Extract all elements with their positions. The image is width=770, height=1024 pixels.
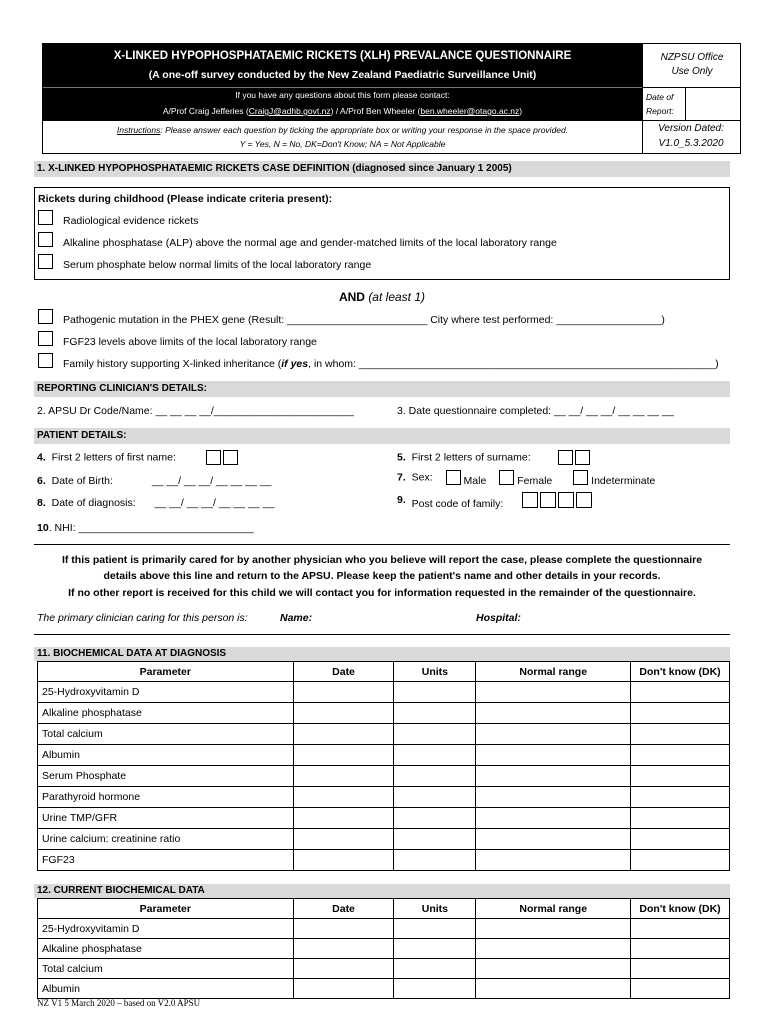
units-cell[interactable] [394, 850, 476, 871]
extra-criterion-family[interactable] [38, 353, 719, 371]
biochemical-diagnosis-table [37, 661, 730, 871]
col-normal-range: Normal range [476, 899, 631, 919]
q3-date-completed[interactable]: 3. Date questionnaire completed: __ __/ __ __/ __ __ __ __ [397, 405, 674, 417]
col-units: Units [394, 899, 476, 919]
notice-separator-2 [34, 634, 730, 635]
q8-number: 8. [37, 497, 46, 509]
col-parameter: Parameter [38, 899, 294, 919]
table-11-title: 11. BIOCHEMICAL DATA AT DIAGNOSIS [34, 647, 730, 661]
q5-label: First 2 letters of surname: [411, 451, 531, 464]
notice-line-3: If no other report is received for this child we will contact you for information requested in the remainder of the questionnaire. [68, 587, 696, 599]
units-cell[interactable] [394, 919, 476, 939]
range-cell[interactable] [476, 979, 631, 999]
dk-cell[interactable] [631, 939, 730, 959]
row-parameter: 25-Hydroxyvitamin D [38, 919, 294, 939]
contact-prefix: A/Prof Craig Jefferies ( [162, 106, 249, 116]
version-label: Version Dated: [658, 123, 724, 134]
notice-line-2: details above this line and return to the APSU. Please keep the patient's name and other details in your records. [103, 570, 661, 582]
col-normal-range: Normal range [476, 662, 631, 682]
dk-cell[interactable] [631, 787, 730, 808]
primary-clinician-label: The primary clinician caring for this person is: [37, 612, 248, 624]
row-parameter: Urine calcium: creatinine ratio [38, 829, 294, 850]
row-parameter: Albumin [38, 979, 294, 999]
contact-mid: ) / A/Prof Ben Wheeler ( [330, 106, 421, 116]
dk-cell[interactable] [631, 682, 730, 703]
q8-diagnosis-date[interactable] [37, 497, 274, 509]
q5-number: 5. [397, 451, 406, 464]
contact-line: If you have any questions about this form please contact: [235, 90, 450, 100]
dk-cell[interactable] [631, 979, 730, 999]
and-label: AND [338, 290, 365, 304]
checkbox[interactable] [38, 232, 53, 247]
q7-sex [397, 470, 656, 488]
q4-label: First 2 letters of first name: [51, 451, 176, 464]
criterion-phosphate[interactable] [38, 254, 372, 272]
table-row [38, 766, 730, 787]
date-cell[interactable] [293, 939, 394, 959]
q8-label: Date of diagnosis: [51, 497, 136, 509]
biochemical-current-table [37, 898, 730, 999]
date-of-report-field[interactable] [685, 87, 686, 120]
units-cell[interactable] [394, 979, 476, 999]
table-header-row [38, 662, 730, 682]
date-cell[interactable] [293, 682, 394, 703]
instructions-text: : Please answer each question by ticking the appropriate box or writing your response in the space provided. [160, 125, 569, 135]
row-parameter: Alkaline phosphatase [38, 939, 294, 959]
dk-cell[interactable] [631, 703, 730, 724]
instructions-label: Instructions [116, 125, 161, 135]
dk-cell[interactable] [631, 959, 730, 979]
range-cell[interactable] [476, 850, 631, 871]
contact-email-2[interactable]: ben.wheeler@otago.ac.nz [420, 106, 520, 116]
q6-label: Date of Birth: [51, 475, 113, 487]
checkbox[interactable] [38, 353, 53, 368]
range-cell[interactable] [476, 724, 631, 745]
range-cell[interactable] [476, 787, 631, 808]
table-row [38, 919, 730, 939]
table-row [38, 808, 730, 829]
extra-label: Pathogenic mutation in the PHEX gene (Result: ________________________ City where test performed: __________________) [63, 314, 665, 327]
q4-number: 4. [37, 451, 46, 464]
sex-male-label: Male [463, 475, 487, 488]
dk-cell[interactable] [631, 724, 730, 745]
checkbox[interactable] [38, 331, 53, 346]
instructions [43, 125, 642, 135]
extra-label [63, 358, 719, 370]
row-parameter: Albumin [38, 745, 294, 766]
date-cell[interactable] [293, 919, 394, 939]
patient-title: PATIENT DETAILS: [34, 428, 730, 444]
col-dont-know: Don't know (DK) [631, 899, 730, 919]
q6-blank: __ __/ __ __/ __ __ __ __ [151, 475, 272, 487]
extra3-post: , in whom: _____________________________________________________________) [308, 358, 719, 371]
row-parameter: Total calcium [38, 959, 294, 979]
sex-male-checkbox[interactable] [446, 470, 461, 485]
date-cell[interactable] [293, 724, 394, 745]
row-parameter: Serum Phosphate [38, 766, 294, 787]
range-cell[interactable] [476, 959, 631, 979]
contact-suffix: ) [519, 106, 523, 116]
row-parameter: Alkaline phosphatase [38, 703, 294, 724]
table-row [38, 682, 730, 703]
date-cell[interactable] [293, 703, 394, 724]
table-row [38, 979, 730, 999]
q9-number: 9. [397, 493, 406, 506]
range-cell[interactable] [476, 703, 631, 724]
page-footer: NZ V1 5 March 2020 – based on V2.0 APSU [37, 998, 201, 1008]
extra-criterion-fgf23[interactable] [38, 331, 317, 349]
sex-female-checkbox[interactable] [499, 470, 514, 485]
date-cell[interactable] [293, 959, 394, 979]
table-12-title: 12. CURRENT BIOCHEMICAL DATA [34, 884, 730, 898]
reporting-title: REPORTING CLINICIAN'S DETAILS: [34, 381, 730, 397]
range-cell[interactable] [476, 919, 631, 939]
row-parameter: Parathyroid hormone [38, 787, 294, 808]
units-cell[interactable] [394, 787, 476, 808]
q10-number: 10 [37, 522, 49, 534]
dk-cell[interactable] [631, 766, 730, 787]
q7-number: 7. [397, 471, 406, 484]
range-cell[interactable] [476, 939, 631, 959]
primary-clinician-hospital[interactable]: Hospital: [476, 612, 521, 624]
extra-label: FGF23 levels above limits of the local laboratory range [63, 336, 317, 349]
col-dont-know: Don't know (DK) [631, 662, 730, 682]
page-title: X-LINKED HYPOPHOSPHATAEMIC RICKETS (XLH) PREVALANCE QUESTIONNAIRE [113, 50, 572, 62]
office-use-label: NZPSU Office Use Only [660, 52, 724, 77]
letter-box[interactable] [206, 450, 221, 465]
units-cell[interactable] [394, 808, 476, 829]
range-cell[interactable] [476, 808, 631, 829]
notice-line-1: If this patient is primarily cared for by another physician who you believe will report the case, please complete the questionnaire [61, 554, 703, 566]
office-line-2 [642, 120, 740, 121]
sex-female-label: Female [517, 475, 553, 488]
date-of-report-label: Date of Report: [646, 92, 674, 116]
date-cell[interactable] [293, 787, 394, 808]
row-parameter: Urine TMP/GFR [38, 808, 294, 829]
answer-legend: Y = Yes, N = No, DK=Don't Know; NA = Not Applicable [239, 139, 446, 149]
q6-dob[interactable] [37, 475, 272, 487]
office-divider [642, 44, 643, 153]
col-parameter: Parameter [38, 662, 294, 682]
dk-cell[interactable] [631, 919, 730, 939]
letter-box[interactable] [575, 450, 590, 465]
table-row [38, 939, 730, 959]
range-cell[interactable] [476, 682, 631, 703]
units-cell[interactable] [394, 682, 476, 703]
units-cell[interactable] [394, 724, 476, 745]
contact-email-1[interactable]: CraigJ@adhb.govt.nz [248, 106, 331, 116]
checkbox[interactable] [38, 210, 53, 225]
primary-clinician-name[interactable]: Name: [280, 612, 313, 624]
units-cell[interactable] [394, 766, 476, 787]
date-cell[interactable] [293, 745, 394, 766]
dk-cell[interactable] [631, 745, 730, 766]
row-parameter: Total calcium [38, 724, 294, 745]
extra-criterion-phex[interactable] [38, 309, 665, 327]
range-cell[interactable] [476, 766, 631, 787]
table-row [38, 829, 730, 850]
col-date: Date [293, 899, 394, 919]
section-1-title: 1. X-LINKED HYPOPHOSPHATAEMIC RICKETS CASE DEFINITION (diagnosed since January 1 2005) [34, 161, 730, 177]
q9-label: Post code of family: [411, 497, 504, 510]
rickets-heading: Rickets during childhood (Please indicate criteria present): [38, 193, 333, 205]
criterion-label: Alkaline phosphatase (ALP) above the normal age and gender-matched limits of the local laboratory range [63, 237, 557, 250]
q9-postcode [397, 492, 598, 508]
date-cell[interactable] [293, 808, 394, 829]
table-row [38, 703, 730, 724]
units-cell[interactable] [394, 939, 476, 959]
extra3-bold: if yes [281, 358, 309, 371]
postcode-box[interactable] [540, 492, 556, 508]
units-cell[interactable] [394, 745, 476, 766]
q2-apsu-code[interactable]: 2. APSU Dr Code/Name: __ __ __ __/________________________ [37, 405, 354, 417]
contact-people [43, 106, 642, 116]
office-line-1 [642, 87, 740, 88]
postcode-box[interactable] [558, 492, 574, 508]
date-cell[interactable] [293, 766, 394, 787]
q8-blank: __ __/ __ __/ __ __ __ __ [154, 497, 275, 509]
table-row [38, 745, 730, 766]
criterion-label: Radiological evidence rickets [63, 215, 199, 228]
range-cell[interactable] [476, 745, 631, 766]
date-cell[interactable] [293, 850, 394, 871]
and-note: (at least 1) [368, 290, 426, 304]
row-parameter: 25-Hydroxyvitamin D [38, 682, 294, 703]
units-cell[interactable] [394, 829, 476, 850]
table-row [38, 959, 730, 979]
range-cell[interactable] [476, 829, 631, 850]
table-row [38, 787, 730, 808]
criterion-radiological[interactable] [38, 210, 199, 228]
criterion-alp[interactable] [38, 232, 557, 250]
and-heading [34, 290, 730, 304]
table-header-row [38, 899, 730, 919]
version-value: V1.0_5.3.2020 [658, 138, 724, 149]
table-row [38, 724, 730, 745]
q10-label: . NHI: ______________________________ [48, 522, 254, 534]
sex-indeterminate-label: Indeterminate [591, 475, 656, 488]
letter-box[interactable] [558, 450, 573, 465]
extra3-pre: Family history supporting X-linked inheritance ( [63, 358, 282, 371]
units-cell[interactable] [394, 959, 476, 979]
dk-cell[interactable] [631, 829, 730, 850]
col-units: Units [394, 662, 476, 682]
q10-nhi[interactable] [37, 522, 254, 534]
letter-box[interactable] [223, 450, 238, 465]
page-subtitle: (A one-off survey conducted by the New Zealand Paediatric Surveillance Unit) [148, 69, 537, 81]
dk-cell[interactable] [631, 808, 730, 829]
q4-first-name [37, 450, 244, 465]
q5-surname [397, 450, 596, 465]
postcode-box[interactable] [576, 492, 592, 508]
date-cell[interactable] [293, 829, 394, 850]
date-cell[interactable] [293, 979, 394, 999]
col-date: Date [293, 662, 394, 682]
checkbox[interactable] [38, 254, 53, 269]
checkbox[interactable] [38, 309, 53, 324]
q7-label: Sex: [411, 471, 433, 484]
table-row [38, 850, 730, 871]
sex-indeterminate-checkbox[interactable] [573, 470, 588, 485]
row-parameter: FGF23 [38, 850, 294, 871]
q6-number: 6. [37, 475, 46, 487]
units-cell[interactable] [394, 703, 476, 724]
notice-separator [34, 544, 730, 545]
criterion-label: Serum phosphate below normal limits of the local laboratory range [63, 259, 372, 272]
dk-cell[interactable] [631, 850, 730, 871]
postcode-box[interactable] [522, 492, 538, 508]
